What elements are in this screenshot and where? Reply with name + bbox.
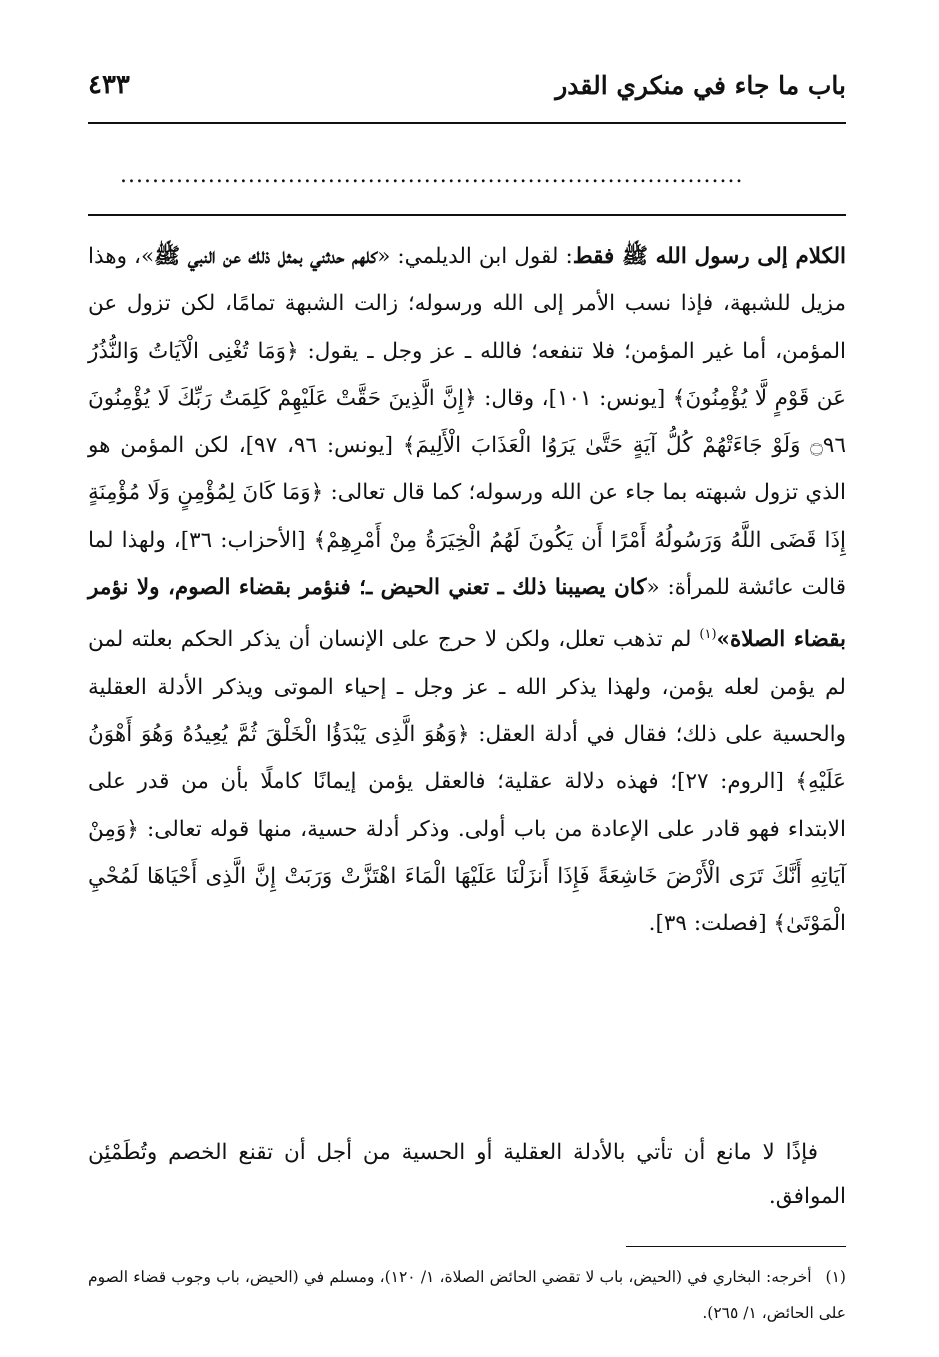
main-paragraph <box>88 233 846 948</box>
text-run: » <box>716 627 730 653</box>
chapter-title: باب ما جاء في منكري القدر <box>555 70 846 100</box>
ellipsis-separator: .............................................................................. <box>120 163 744 188</box>
text-run: لم تذهب تعلل، ولكن لا حرج على الإنسان أن يذكر الحكم بعلته لمن لم يؤمن لعله يؤمن، ولهذا يذكر الله ـ عز وجل ـ إحياء الموتى ويذكر الأدلة العقلية والحسية على ذلك؛ فقال في أدلة العقل: ﴿وَهُوَ الَّذِى يَبْدَؤُا الْخَلْقَ ثُمَّ يُعِيدُهُ وَهُوَ أَهْوَنُ عَلَيْهِ﴾ [الروم: ٢٧]؛ فهذه دلالة عقلية؛ فالعقل يؤمن إيمانًا كاملًا بأن من قدر على الابتداء فهو قادر على الإعادة من باب أولى. وذكر أدلة حسية، منها قوله تعالى: ﴿وَمِنْ آيَاتِهِ أَنَّكَ تَرَى الْأَرْضَ خَاشِعَةً فَإِذَا أَنزَلْنَا عَلَيْهَا الْمَاءَ اهْتَزَّتْ وَرَبَتْ إِنَّ الَّذِى أَحْيَاهَا لَمُحْيِ الْمَوْتَىٰ﴾ [فصلت: ٣٩]. <box>88 627 846 937</box>
page-number: ٤٣٣ <box>88 70 130 100</box>
hadith-quote: كلهم حدثني بمثل ذلك عن النبي ﷺ <box>154 244 378 269</box>
header-rule <box>88 122 846 124</box>
text-run: : لقول ابن الديلمي: « <box>377 244 573 269</box>
footnotes <box>88 1259 846 1331</box>
main-text <box>88 233 846 948</box>
footnote-rule <box>626 1246 846 1247</box>
text-run: »، وهذا مزيل للشبهة، فإذا نسب الأمر إلى الله ورسوله؛ زالت الشبهة تمامًا، لكن تزول عن المؤمن، أما غير المؤمن؛ فلا تنفعه؛ فالله ـ عز وجل ـ يقول: ﴿وَمَا تُغْنِى الْآيَاتُ وَالنُّذُرُ عَن قَوْمٍ لَّا يُؤْمِنُونَ﴾ [يونس: ١٠١]، وقال: ﴿إِنَّ الَّذِينَ حَقَّتْ عَلَيْهِمْ كَلِمَتُ رَبِّكَ لَا يُؤْمِنُونَ ۝٩٦ وَلَوْ جَاءَتْهُمْ كُلُّ آيَةٍ حَتَّىٰ يَرَوُا الْعَذَابَ الْأَلِيمَ﴾ [يونس: ٩٦، ٩٧]، لكن المؤمن هو الذي تزول شبهته بما جاء عن الله ورسوله؛ كما قال تعالى: ﴿وَمَا كَانَ لِمُؤْمِنٍ وَلَا مُؤْمِنَةٍ إِذَا قَضَى اللَّهُ وَرَسُولُهُ أَمْرًا أَن يَكُونَ لَهُمُ الْخِيَرَةُ مِنْ أَمْرِهِمْ﴾ [الأحزاب: ٣٦]، ولهذا لما قالت عائشة للمرأة: « <box>88 244 846 601</box>
running-header <box>88 62 846 108</box>
footnote-ref[interactable]: (١) <box>699 627 717 643</box>
hadith-quote: كان يصيبنا ذلك ـ تعني الحيض ـ؛ فنؤمر بقضاء الصوم، ولا نؤمر بقضاء الصلاة <box>88 575 846 653</box>
bold-phrase: الكلام إلى رسول الله ﷺ فقط <box>572 244 846 269</box>
footnote <box>88 1259 846 1331</box>
footnote-text: أخرجه: البخاري في (الحيض، باب لا تقضي الحائض الصلاة، ١/ ١٢٠)، ومسلم في (الحيض، باب وجوب قضاء الصوم على الحائض، ١/ ٢٦٥). <box>88 1268 846 1322</box>
section-rule <box>88 214 846 216</box>
second-paragraph: فإذًا لا مانع أن تأتي بالأدلة العقلية أو الحسية من أجل أن تقنع الخصم وتُطَمْئِن الموافق. <box>88 1140 846 1209</box>
footnote-number: (١) <box>825 1268 846 1286</box>
